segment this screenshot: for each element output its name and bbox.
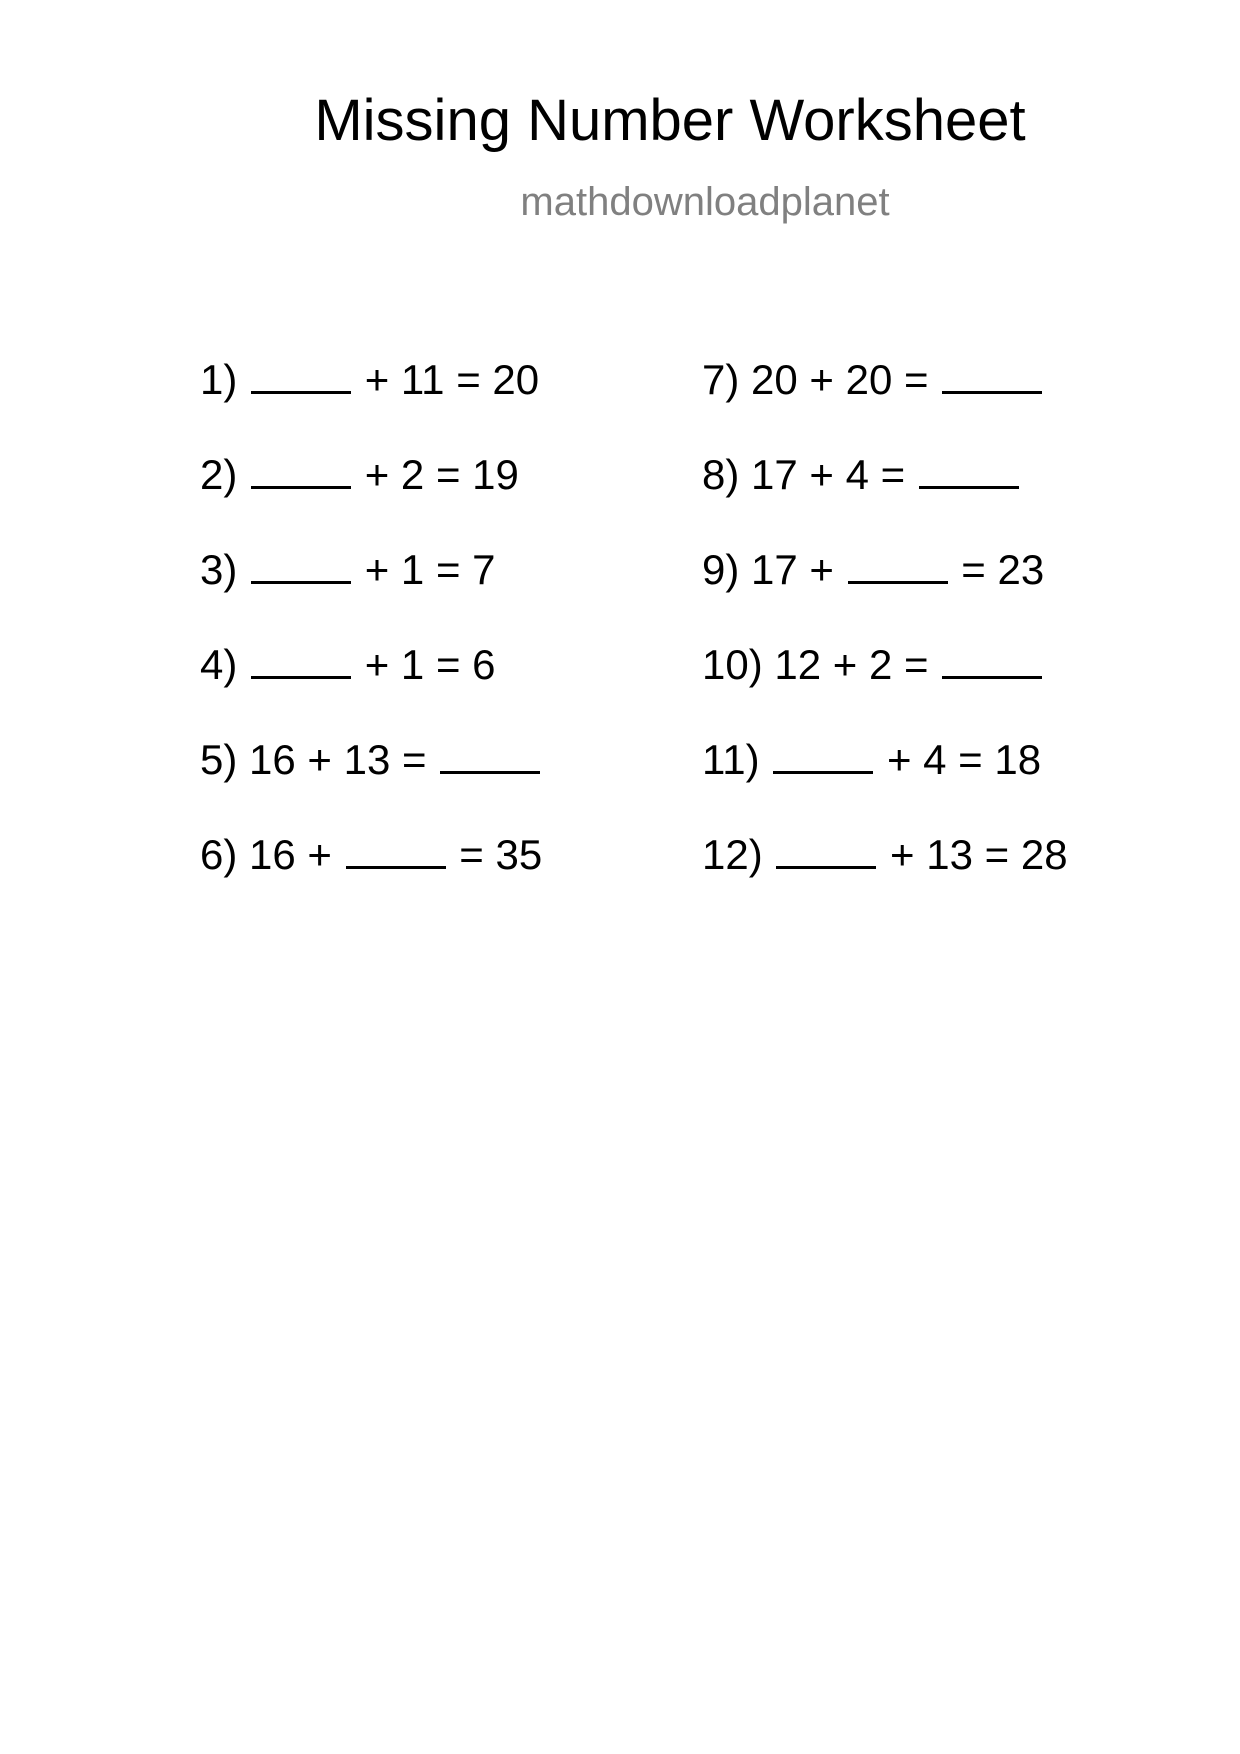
equals-sign: = — [402, 736, 427, 783]
result: 20 — [492, 356, 540, 403]
problem-number: 6) — [200, 831, 238, 878]
problem-number: 5) — [200, 736, 238, 783]
answer-blank[interactable] — [440, 735, 540, 774]
problem-item — [200, 355, 542, 403]
problem-number: 1) — [200, 356, 238, 403]
problem-item — [200, 450, 542, 498]
equals-sign: = — [459, 831, 484, 878]
operator: + — [364, 641, 390, 688]
problem-number: 8) — [702, 451, 740, 498]
problem-item — [200, 640, 542, 688]
operator: + — [364, 451, 390, 498]
operand-b: 4 — [845, 451, 869, 498]
equals-sign: = — [904, 641, 929, 688]
operand-b: 13 — [343, 736, 391, 783]
problem-item — [702, 830, 1068, 878]
operand-a: 17 — [751, 451, 798, 498]
problem-number: 9) — [702, 546, 740, 593]
operator: + — [886, 736, 912, 783]
worksheet-source: mathdownloadplanet — [520, 180, 890, 224]
equals-sign: = — [958, 736, 983, 783]
problem-number: 3) — [200, 546, 238, 593]
operator: + — [832, 641, 858, 688]
worksheet-title: Missing Number Worksheet — [314, 88, 1026, 153]
answer-blank[interactable] — [251, 450, 351, 489]
result: 18 — [994, 736, 1042, 783]
operand-a: 20 — [751, 356, 798, 403]
operator: + — [364, 356, 390, 403]
operand-b: 1 — [400, 641, 425, 688]
operand-a: 16 — [249, 831, 296, 878]
problem-number: 11) — [702, 736, 760, 783]
problem-item — [200, 545, 542, 593]
problems-left-column — [200, 355, 542, 925]
operand-b: 11 — [400, 356, 445, 403]
equals-sign: = — [435, 451, 461, 498]
problems-right-column — [702, 355, 1068, 925]
answer-blank[interactable] — [251, 355, 351, 394]
operator: + — [809, 356, 834, 403]
answer-blank[interactable] — [942, 640, 1042, 679]
operand-a: 16 — [249, 736, 296, 783]
operand-b: 2 — [400, 451, 425, 498]
answer-blank[interactable] — [773, 735, 873, 774]
answer-blank[interactable] — [848, 545, 948, 584]
answer-blank[interactable] — [251, 545, 351, 584]
answer-blank[interactable] — [776, 830, 876, 869]
problem-number: 12) — [702, 831, 763, 878]
equals-sign: = — [961, 546, 986, 593]
operator: + — [809, 546, 834, 593]
operator: + — [809, 451, 834, 498]
equals-sign: = — [880, 451, 906, 498]
result: 28 — [1020, 831, 1068, 878]
answer-blank[interactable] — [942, 355, 1042, 394]
problem-number: 7) — [702, 356, 740, 403]
problem-item — [702, 355, 1068, 403]
equals-sign: = — [984, 831, 1010, 878]
equals-sign: = — [456, 356, 481, 403]
operator: + — [307, 736, 332, 783]
operand-b: 4 — [923, 736, 947, 783]
answer-blank[interactable] — [251, 640, 351, 679]
result: 7 — [472, 546, 496, 593]
problem-item — [702, 640, 1068, 688]
result: 19 — [472, 451, 519, 498]
equals-sign: = — [435, 546, 461, 593]
equals-sign: = — [904, 356, 929, 403]
problem-item — [702, 450, 1068, 498]
operand-b: 2 — [868, 641, 893, 688]
operand-b: 20 — [845, 356, 893, 403]
problem-number: 4) — [200, 641, 238, 688]
answer-blank[interactable] — [346, 830, 446, 869]
problem-item — [200, 830, 543, 878]
equals-sign: = — [435, 641, 461, 688]
result: 6 — [472, 641, 496, 688]
result: 23 — [997, 546, 1045, 593]
problem-number: 2) — [200, 451, 238, 498]
problem-item — [702, 545, 1068, 593]
operand-b: 1 — [400, 546, 425, 593]
operand-a: 12 — [774, 641, 822, 688]
problem-item — [702, 735, 1068, 783]
operand-b: 13 — [926, 831, 973, 878]
result: 35 — [495, 831, 543, 878]
operand-a: 17 — [751, 546, 798, 593]
answer-blank[interactable] — [919, 450, 1019, 489]
operator: + — [890, 831, 915, 878]
operator: + — [364, 546, 390, 593]
operator: + — [307, 831, 332, 878]
problem-number: 10) — [702, 641, 763, 688]
problem-item — [200, 735, 542, 783]
